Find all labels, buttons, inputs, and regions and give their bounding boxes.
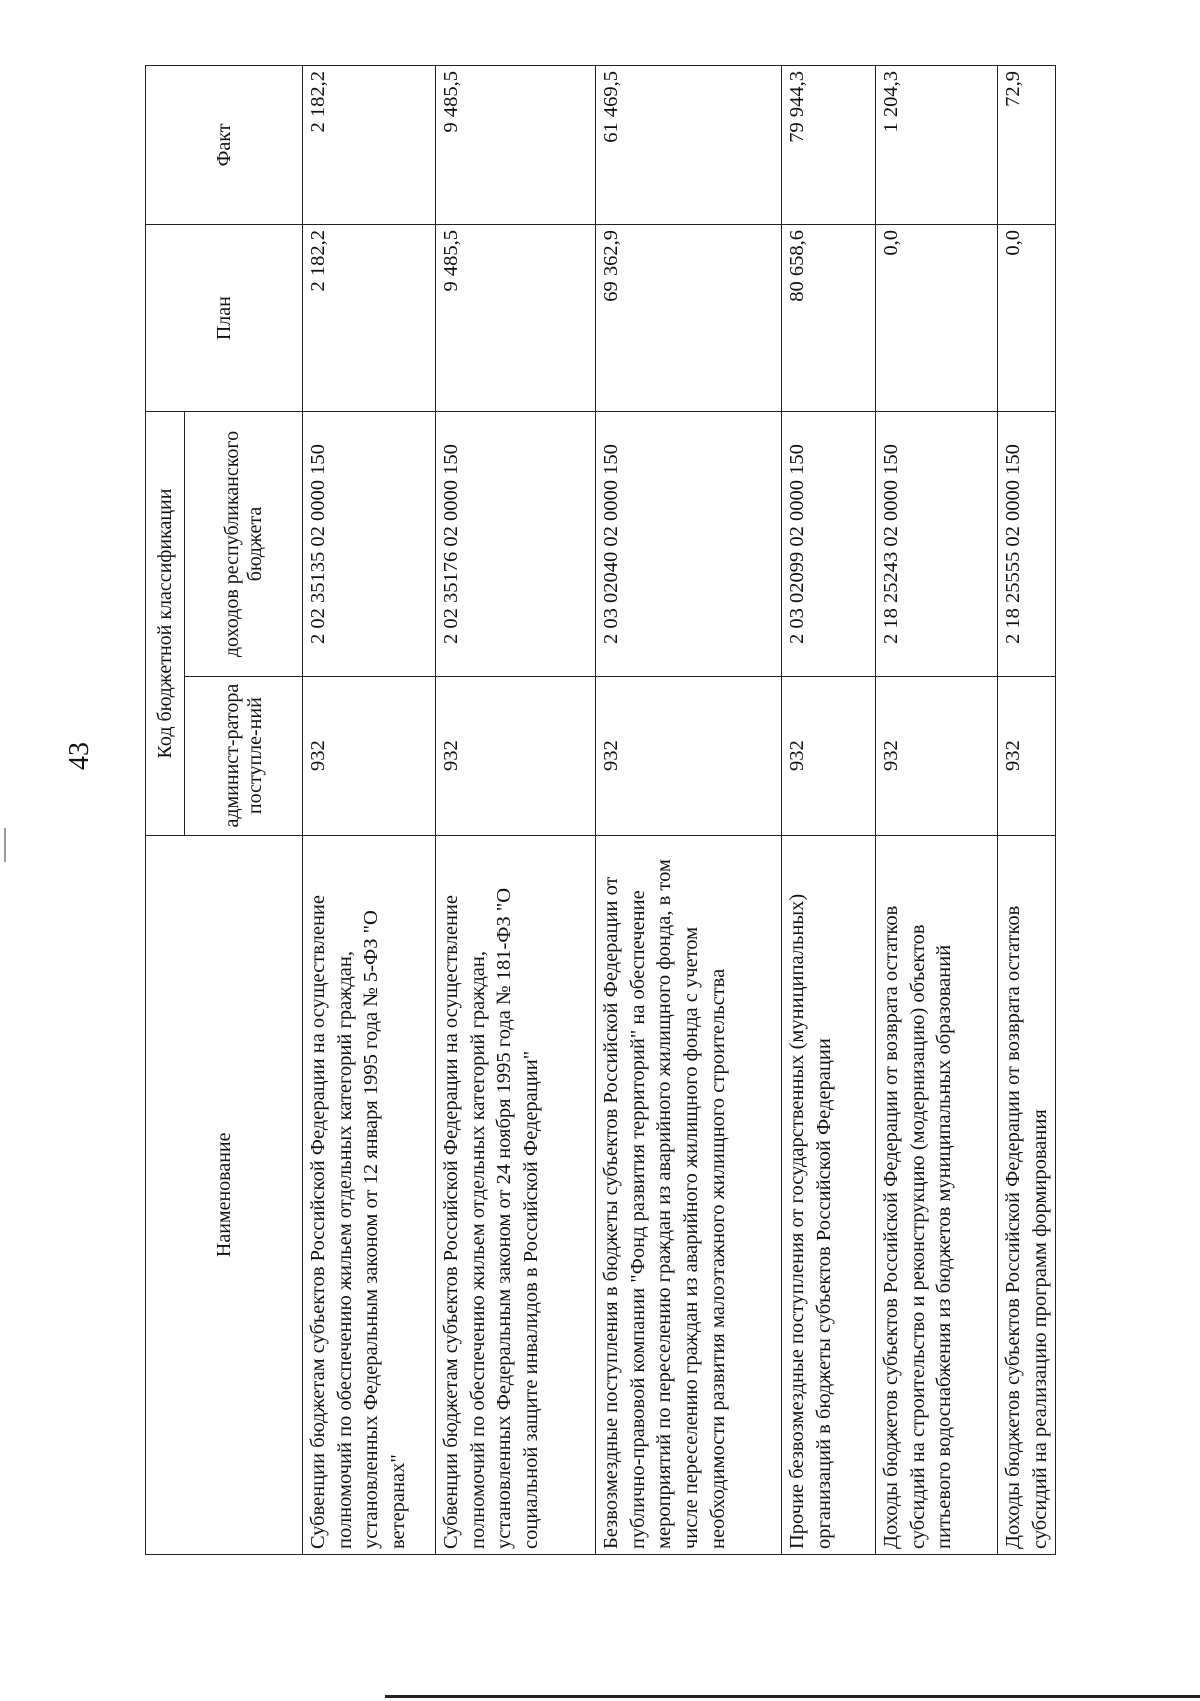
table-row	[998, 66, 1056, 1555]
budget-table	[145, 65, 1056, 1555]
row-code: 2 18 25243 02 0000 150	[876, 412, 998, 676]
header-admin: админист-ратора поступле-ний	[185, 676, 303, 835]
row-name: Безвозмездные поступления в бюджеты субъектов Российской Федерации от публично-правовой компании "Фонд развития территорий" на обеспечение мероприятий по переселению граждан из аварийного жилищного фонда, в том числе переселению граждан из аварийного жилищного фонда с учетом необходимости развития малоэтажного жилищного строительства	[596, 835, 782, 1554]
row-fact: 61 469,5	[596, 66, 782, 225]
row-plan: 9 485,5	[436, 224, 596, 411]
row-name: Доходы бюджетов субъектов Российской Федерации от возврата остатков субсидий на реализацию программ формирования	[998, 835, 1056, 1554]
row-code: 2 02 35135 02 0000 150	[303, 412, 436, 676]
header-code-group: Код бюджетной классификации	[146, 412, 185, 835]
row-name: Прочие безвозмездные поступления от государственных (муниципальных) организаций в бюджеты субъектов Российской Федерации	[782, 835, 876, 1554]
row-fact: 79 944,3	[782, 66, 876, 225]
row-fact: 2 182,2	[303, 66, 436, 225]
row-admin: 932	[876, 676, 998, 835]
table-row	[782, 66, 876, 1555]
row-name: Субвенции бюджетам субъектов Российской Федерации на осуществление полномочий по обеспечению жильем отдельных категорий граждан, установленных Федеральным законом от 12 января 1995 года № 5-ФЗ "О ветеранах"	[303, 835, 436, 1554]
row-plan: 80 658,6	[782, 224, 876, 411]
row-code: 2 02 35176 02 0000 150	[436, 412, 596, 676]
scan-bottom-edge	[385, 1695, 1200, 1698]
row-admin: 932	[596, 676, 782, 835]
row-plan: 69 362,9	[596, 224, 782, 411]
table-row	[876, 66, 998, 1555]
row-code: 2 18 25555 02 0000 150	[998, 412, 1056, 676]
row-admin: 932	[303, 676, 436, 835]
table-row	[303, 66, 436, 1555]
header-plan: План	[146, 224, 303, 411]
row-plan: 0,0	[998, 224, 1056, 411]
table-row	[596, 66, 782, 1555]
row-code: 2 03 02099 02 0000 150	[782, 412, 876, 676]
row-code: 2 03 02040 02 0000 150	[596, 412, 782, 676]
row-name: Доходы бюджетов субъектов Российской Федерации от возврата остатков субсидий на строительство и реконструкцию (модернизацию) объектов питьевого водоснабжения из бюджетов муниципальных образований	[876, 835, 998, 1554]
row-plan: 0,0	[876, 224, 998, 411]
row-admin: 932	[436, 676, 596, 835]
row-admin: 932	[782, 676, 876, 835]
page-number: 43	[64, 742, 95, 770]
header-income: доходов республиканского бюджета	[185, 412, 303, 676]
row-fact: 1 204,3	[876, 66, 998, 225]
scan-margin-mark	[4, 828, 6, 862]
header-fact: Факт	[146, 66, 303, 225]
row-fact: 72,9	[998, 66, 1056, 225]
table-row	[436, 66, 596, 1555]
header-name: Наименование	[146, 835, 303, 1554]
row-name: Субвенции бюджетам субъектов Российской Федерации на осуществление полномочий по обеспечению жильем отдельных категорий граждан, установленных Федеральным законом от 24 ноября 1995 года № 181-ФЗ "О социальной защите инвалидов в Российской Федерации"	[436, 835, 596, 1554]
rotated-table-container	[145, 65, 1051, 1555]
row-admin: 932	[998, 676, 1056, 835]
row-plan: 2 182,2	[303, 224, 436, 411]
row-fact: 9 485,5	[436, 66, 596, 225]
